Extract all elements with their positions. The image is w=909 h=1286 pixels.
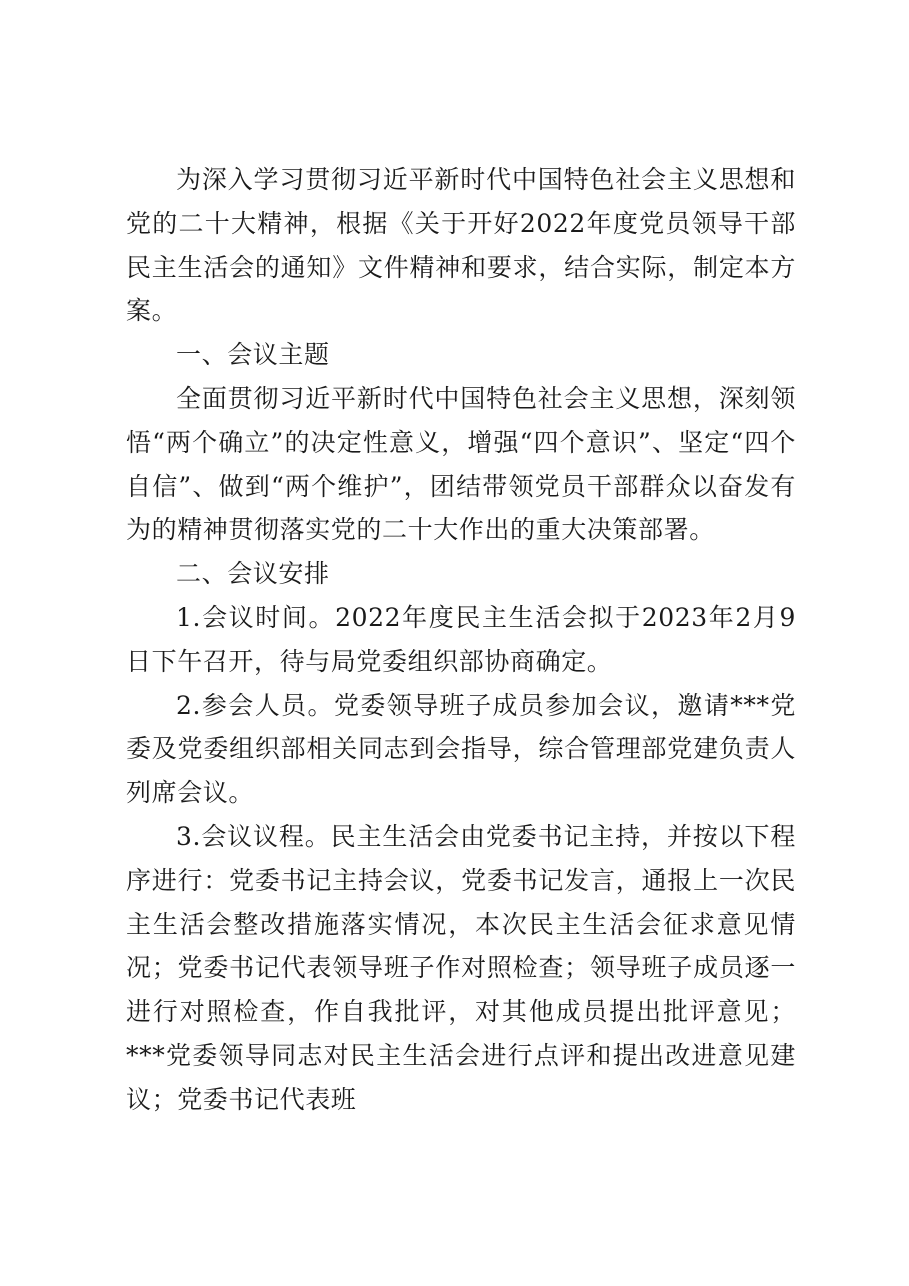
intro-paragraph: 为深入学习贯彻习近平新时代中国特色社会主义思想和党的二十大精神，根据《关于开好2022年度党员领导干部民主生活会的通知》文件精神和要求，结合实际，制定本方案。 (126, 165, 796, 326)
theme-paragraph: 全面贯彻习近平新时代中国特色社会主义思想，深刻领悟“两个确立”的决定性意义，增强“四个意识”、坚定“四个自信”、做到“两个维护”，团结带领党员干部群众以奋发有为的精神贯彻落实党的二十大作出的重大决策部署。 (126, 383, 796, 545)
agenda-paragraph: 3.会议议程。民主生活会由党委书记主持，并按以下程序进行：党委书记主持会议，党委书记发言，通报上一次民主生活会整改措施落实情况，本次民主生活会征求意见情况；党委书记代表领导班子作对照检查；领导班子成员逐一进行对照检查，作自我批评，对其他成员提出批评意见；***党委领导同志对民主生活会进行点评和提出改进意见建议；党委书记代表班 (126, 821, 796, 1114)
document-body (126, 158, 796, 1122)
section-heading-theme: 一、会议主题 (176, 340, 330, 370)
participants-paragraph: 2.参会人员。党委领导班子成员参加会议，邀请***党委及党委组织部相关同志到会指导，综合管理部党建负责人列席会议。 (126, 690, 796, 808)
meeting-time-paragraph: 1.会议时间。2022年度民主生活会拟于2023年2月9日下午召开，待与局党委组织部协商确定。 (126, 602, 796, 676)
section-heading-arrangement: 二、会议安排 (176, 559, 330, 589)
